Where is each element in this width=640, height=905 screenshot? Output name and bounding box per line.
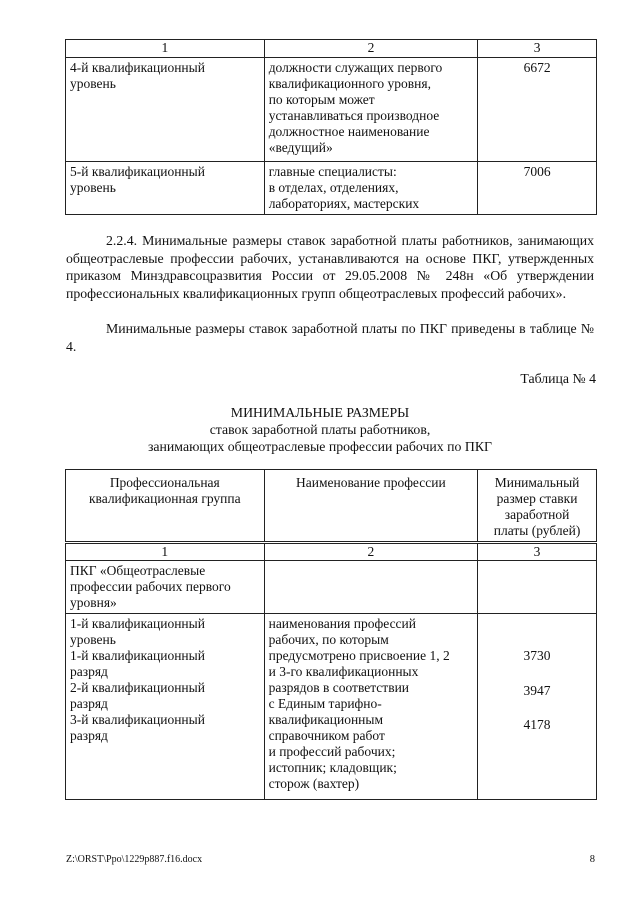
column-number: 3 <box>478 40 597 58</box>
table-row <box>66 614 597 800</box>
empty-cell <box>264 561 478 614</box>
paragraph-table-reference: Минимальные размеры ставок заработной платы по ПКГ приведены в таблице № 4. <box>66 321 594 354</box>
table-title-line: МИНИМАЛЬНЫЕ РАЗМЕРЫ <box>230 405 410 420</box>
table-title <box>0 404 640 455</box>
column-number: 1 <box>66 40 265 58</box>
salary-value: 6672 <box>478 58 597 162</box>
column-number: 2 <box>264 543 478 561</box>
salary-value: 7006 <box>478 162 597 215</box>
position-description: должности служащих первого квалификационного уровня, по которым может устанавливаться производное должностное наименование «ведущий» <box>264 58 478 162</box>
table-row <box>66 162 597 215</box>
empty-cell <box>478 561 597 614</box>
column-number: 2 <box>264 40 478 58</box>
salary-values <box>478 614 597 800</box>
footer-file-path: Z:\ORST\Ppo\1229p887.f16.docx <box>66 854 203 865</box>
profession-names: наименования профессий рабочих, по которым предусмотрено присвоение 1, 2 и 3-го квалификационных разрядов в соответствии с Единым тарифно- квалификационным справочником работ и профессий рабочих; истопник; кладовщик; сторож (вахтер) <box>264 614 478 800</box>
column-header: Минимальный размер ставки заработной платы (рублей) <box>478 470 597 543</box>
column-header: Наименование профессии <box>264 470 478 543</box>
column-number: 1 <box>66 543 265 561</box>
table-label: Таблица № 4 <box>520 371 596 386</box>
salary-value: 3730 <box>523 648 551 663</box>
table-4 <box>65 469 597 800</box>
table-subtitle-line: занимающих общеотраслевые профессии рабочих по ПКГ <box>147 439 493 454</box>
column-number: 3 <box>478 543 597 561</box>
table-header-row <box>66 470 597 543</box>
table-3-continuation <box>65 39 597 215</box>
position-description: главные специалисты: в отделах, отделениях, лабораториях, мастерских <box>264 162 478 215</box>
qualification-level: 5-й квалификационный уровень <box>66 162 265 215</box>
table-header-row <box>66 40 597 58</box>
table-row <box>66 561 597 614</box>
table-row <box>66 58 597 162</box>
salary-value: 3947 <box>523 683 551 698</box>
group-name: ПКГ «Общеотраслевые профессии рабочих первого уровня» <box>66 561 265 614</box>
table-subtitle-line: ставок заработной платы работников, <box>209 422 431 437</box>
qualification-level: 4-й квалификационный уровень <box>66 58 265 162</box>
page-number: 8 <box>589 854 595 865</box>
paragraph-2-2-4: 2.2.4. Минимальные размеры ставок заработной платы работников, занимающих общеотраслевые профессии рабочих, устанавливаются на основе ПКГ, утвержденных приказом Минздравсоцразвития России от 29.05.2008 № 248н «Об утверждении профессиональных квалификационных групп общеотраслевых профессий рабочих». <box>66 233 594 301</box>
salary-value: 4178 <box>523 717 551 732</box>
qualification-levels: 1-й квалификационный уровень 1-й квалификационный разряд 2-й квалификационный разряд 3-й квалификационный разряд <box>66 614 265 800</box>
table-number-row <box>66 543 597 561</box>
column-header: Профессиональная квалификационная группа <box>66 470 265 543</box>
